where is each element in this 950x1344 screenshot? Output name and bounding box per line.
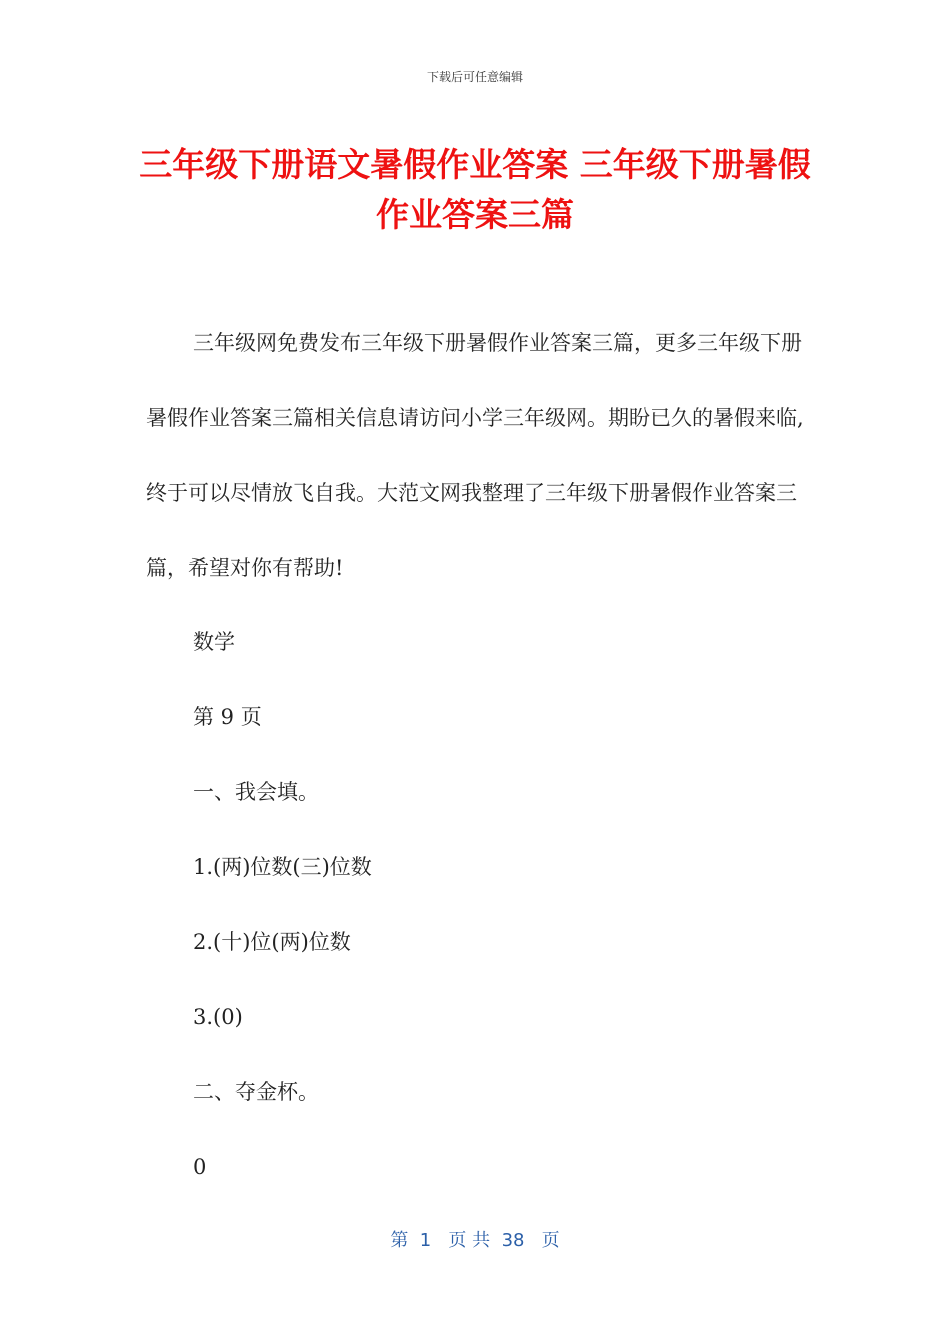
section-heading-math: 数学 <box>193 630 235 654</box>
answer-line-4: 0 <box>193 1155 207 1179</box>
header-note: 下载后可任意编辑 <box>426 70 523 84</box>
page-footer: 第 1 页 共 38 页 <box>390 1230 560 1251</box>
question-heading-1: 一、我会填。 <box>193 780 319 804</box>
page-reference: 第 9 页 <box>193 705 262 729</box>
intro-paragraph: 三年级网免费发布三年级下册暑假作业答案三篇，更多三年级下册暑假作业答案三篇相关信息请访问小学三年级网。期盼已久的暑假来临,终于可以尽情放飞自我。大范文网我整理了三年级下册暑假作业答案三篇，希望对你有帮助! <box>146 331 804 580</box>
answer-line-2: 2.(十)位(两)位数 <box>193 930 351 954</box>
question-heading-2: 二、夺金杯。 <box>193 1080 319 1104</box>
document-title: 三年级下册语文暑假作业答案 三年级下册暑假作业答案三篇 <box>139 145 811 234</box>
answer-line-1: 1.(两)位数(三)位数 <box>193 855 372 879</box>
answer-line-3: 3.(0) <box>193 1005 243 1029</box>
